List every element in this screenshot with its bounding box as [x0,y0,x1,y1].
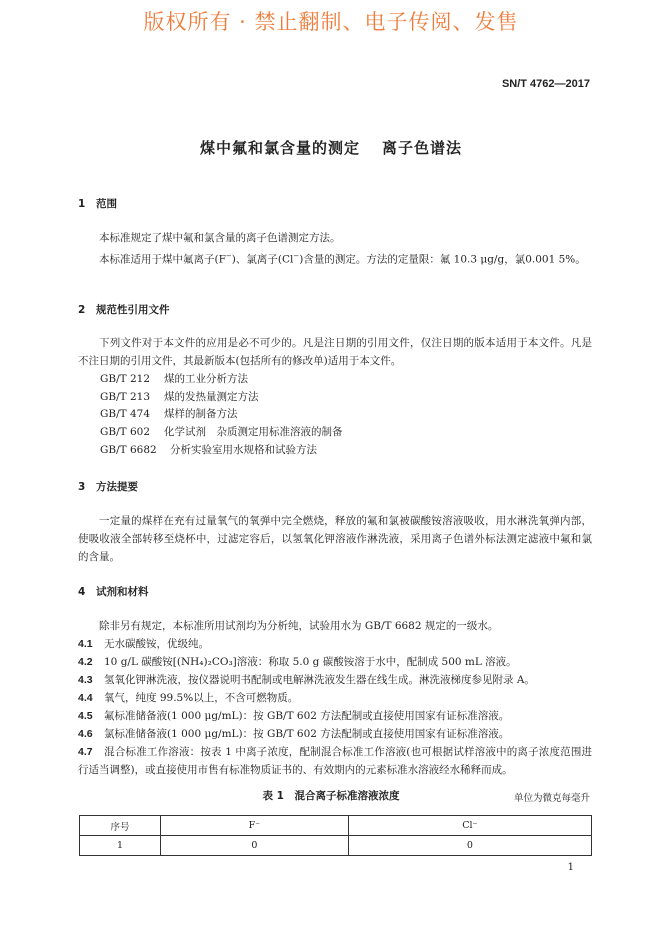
superscript-minus: − [293,252,300,260]
clause-text: 氢氧化钾淋洗液，按仪器说明书配制或电解淋洗液发生器在线生成。淋洗液梯度参见附录 A。 [104,674,535,686]
reagent-item [78,707,592,725]
reference-item [100,442,317,457]
document-title [0,137,662,158]
page-number: 1 [567,862,574,873]
section-number: 3 [78,481,86,493]
reference-title: 煤样的制备方法 [164,408,238,420]
clause-text: 氟标准储备液(1 000 μg/mL)：按 GB/T 602 方法配制或直接使用国家有证标准溶液。 [104,710,510,722]
clause-number: 4.3 [78,674,93,686]
clause-number: 4.1 [78,638,93,650]
clause-number: 4.6 [78,728,93,740]
reagent-item [78,725,592,743]
table-cell: 0 [348,836,591,856]
copyright-watermark: 版权所有 · 禁止翻制、电子传阅、发售 [143,10,519,34]
clause-text: 氧气，纯度 99.5%以上，不含可燃物质。 [104,692,299,704]
column-header: 序号 [80,816,161,836]
reference-item [100,406,238,421]
section-3-heading [78,479,138,494]
reference-item [100,389,259,404]
section-4-heading [78,584,149,599]
concentration-table [79,815,592,856]
clause-number: 4.2 [78,656,93,668]
table-caption: 表 1 混合离子标准溶液浓度 [262,790,400,802]
section-title: 规范性引用文件 [96,304,170,316]
reference-code: GB/T 602 [100,426,151,438]
table-unit: 单位为微克每毫升 [513,793,590,804]
clause-text: 混合标准工作溶液：按表 1 中离子浓度，配制混合标准工作溶液(也可根据试样溶液中的离子浓度范围进行适当调整)，或直接使用市售有标准物质证书的、有效期内的元素标准水溶液经水稀释而成。 [78,746,592,776]
table-cell: 1 [80,836,161,856]
reference-title: 煤的发热量测定方法 [164,391,259,403]
reference-item [100,371,248,386]
scope-text-c: )含量的测定。方法的定量限：氟 10.3 μg/g，氯0.001 5%。 [299,253,586,266]
reference-title: 煤的工业分析方法 [164,373,248,385]
references-intro: 下列文件对于本文件的应用是必不可少的。凡是注日期的引用文件，仅注日期的版本适用于本文件。凡是不注日期的引用文件，其最新版本(包括所有的修改单)适用于本文件。 [78,337,592,367]
clause-text: 氯标准储备液(1 000 μg/mL)：按 GB/T 602 方法配制或直接使用国家有证标准溶液。 [104,728,510,740]
clause-number: 4.7 [78,746,93,758]
section-title: 试剂和材料 [96,586,149,598]
reference-title: 化学试剂 杂质测定用标准溶液的制备 [164,426,343,438]
column-header: F⁻ [161,816,349,836]
section-number: 2 [78,304,86,316]
table-cell: 0 [161,836,349,856]
section-2-heading [78,302,170,317]
title-part-1: 煤中氟和氯含量的测定 [199,139,360,157]
clause-number: 4.5 [78,710,93,722]
section-title: 范围 [96,198,117,210]
clause-text: 无水碳酸铵，优级纯。 [104,638,209,650]
clause-number: 4.4 [78,692,93,704]
reference-title: 分析实验室用水规格和试验方法 [170,444,317,456]
section-number: 1 [78,198,86,210]
column-header: Cl⁻ [348,816,591,836]
reagent-item [78,689,592,707]
scope-text-b: )、氯离子(Cl [231,253,294,266]
reagent-item [78,743,592,779]
scope-paragraph-1: 本标准规定了煤中氟和氯含量的离子色谱测定方法。 [99,232,341,244]
reagent-item [78,653,592,671]
title-part-2: 离子色谱法 [382,139,463,157]
reference-code: GB/T 6682 [100,444,157,456]
scope-text-a: 本标准适用于煤中氟离子(F [99,253,226,266]
reference-item [100,424,343,439]
section-number: 4 [78,586,86,598]
table-row [80,836,592,856]
clause-text: 10 g/L 碳酸铵[(NH₄)₂CO₃]溶液：称取 5.0 g 碳酸铵溶于水中，配制成 500 mL 溶液。 [104,656,517,668]
reagents-intro: 除非另有规定，本标准所用试剂均为分析纯，试验用水为 GB/T 6682 规定的一级水。 [99,620,499,632]
standard-number: SN/T 4762—2017 [501,78,590,90]
reference-code: GB/T 212 [100,373,151,385]
section-1-heading [78,196,117,211]
superscript-minus: − [225,252,232,260]
reagent-item [78,671,592,689]
section-title: 方法提要 [96,481,138,493]
reference-code: GB/T 474 [100,408,151,420]
table-header-row [80,816,592,836]
scope-paragraph-2 [78,247,592,269]
reagent-item [78,635,592,653]
principle-paragraph: 一定量的煤样在充有过量氧气的氧弹中完全燃烧，释放的氟和氯被碳酸铵溶液吸收，用水淋洗氧弹内部，使吸收液全部转移至烧杯中，过滤定容后，以氢氧化钾溶液作淋洗液，采用离子色谱外标法测定滤液中氟和氯的含量。 [78,515,592,563]
reference-code: GB/T 213 [100,391,151,403]
